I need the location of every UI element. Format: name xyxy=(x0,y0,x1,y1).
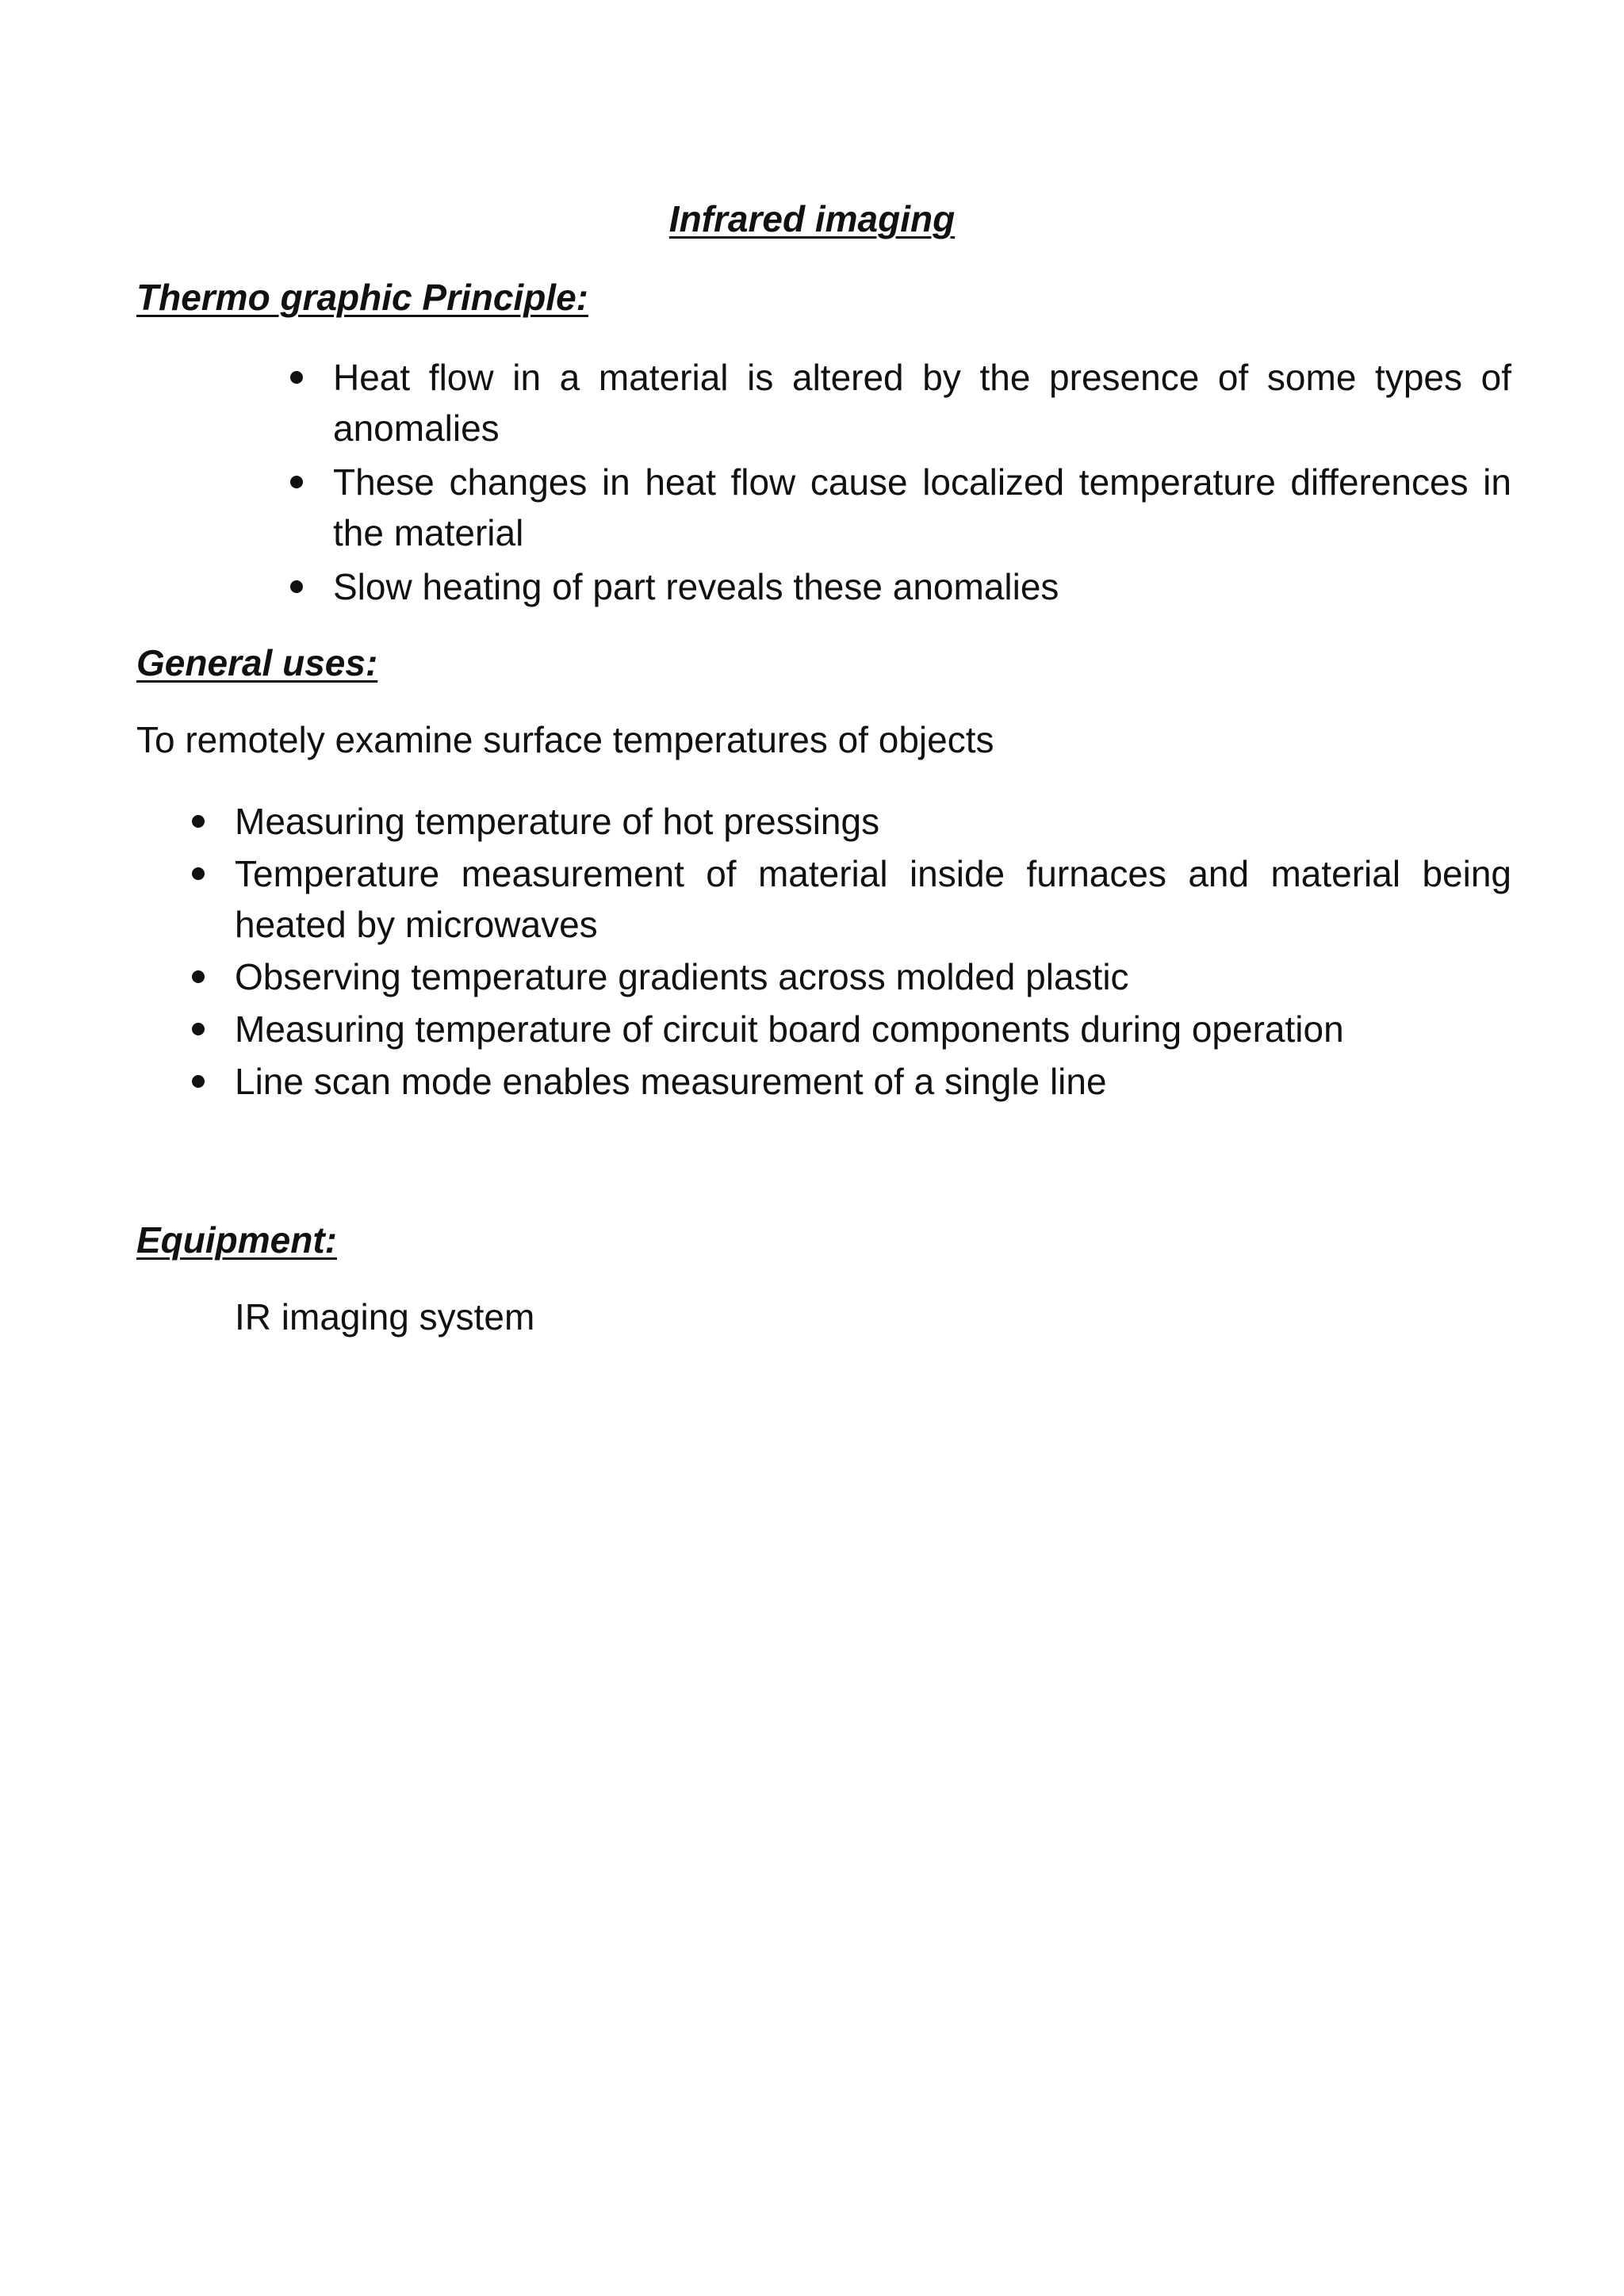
bullet-icon xyxy=(192,867,205,880)
list-item-text: Heat flow in a material is altered by the presence of some types of anomalies xyxy=(333,357,1511,449)
list-item-text: Measuring temperature of hot pressings xyxy=(235,801,880,842)
list-item-text: Temperature measurement of material inside furnaces and material being heated by microwaves xyxy=(235,853,1511,945)
list-item-text: Measuring temperature of circuit board components during operation xyxy=(235,1008,1344,1050)
bullet-icon xyxy=(192,1075,205,1088)
document-title: Infrared imaging xyxy=(668,198,956,239)
list-item xyxy=(235,796,1511,847)
list-item xyxy=(235,848,1511,950)
uses-list xyxy=(235,796,1511,1108)
list-item xyxy=(333,352,1511,453)
uses-intro: To remotely examine surface temperatures of objects xyxy=(136,719,994,760)
list-item xyxy=(235,1004,1511,1054)
bullet-icon xyxy=(290,476,303,488)
list-item-text: Line scan mode enables measurement of a single line xyxy=(235,1061,1107,1102)
equipment-text: IR imaging system xyxy=(235,1296,535,1337)
bullet-icon xyxy=(192,815,205,828)
principle-heading: Thermo graphic Principle: xyxy=(136,277,588,318)
principle-list xyxy=(333,352,1511,615)
bullet-icon xyxy=(290,371,303,384)
list-item xyxy=(235,951,1511,1002)
list-item-text: These changes in heat flow cause localized temperature differences in the material xyxy=(333,461,1511,553)
bullet-icon xyxy=(192,1023,205,1035)
list-item xyxy=(235,1056,1511,1107)
equipment-heading: Equipment: xyxy=(136,1219,337,1261)
uses-heading: General uses: xyxy=(136,642,378,683)
bullet-icon xyxy=(290,580,303,593)
list-item xyxy=(333,561,1511,612)
bullet-icon xyxy=(192,970,205,983)
list-item-text: Observing temperature gradients across molded plastic xyxy=(235,956,1129,997)
list-item-text: Slow heating of part reveals these anomalies xyxy=(333,566,1059,607)
list-item xyxy=(333,457,1511,558)
